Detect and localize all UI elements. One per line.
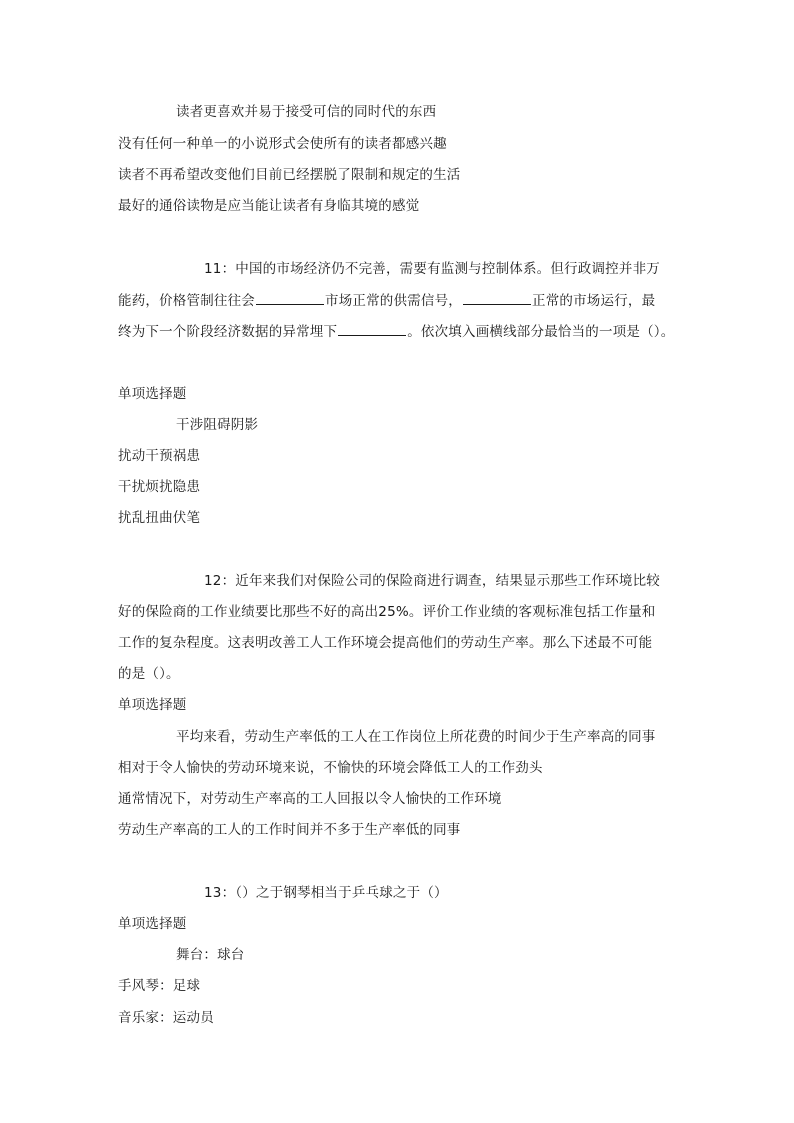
q12-stem-line-4: 的是（）。 [118,666,180,682]
q11-text-3b: 。依次填入画横线部分最恰当的一项是（）。 [407,324,675,340]
q12-stem-line-3: 工作的复杂程度。这表明改善工人工作环境会提高他们的劳动生产率。那么下述最不可能 [118,635,653,651]
fill-blank-1 [256,290,324,305]
q13-question-type: 单项选择题 [118,916,187,932]
fill-blank-3 [338,321,406,336]
q10-option-b: 没有任何一种单一的小说形式会使所有的读者都感兴趣 [118,136,447,152]
q11-text-3a: 终为下一个阶段经济数据的异常埋下 [118,324,338,340]
q10-option-d: 最好的通俗读物是应当能让读者有身临其境的感觉 [118,198,420,214]
q12-question-type: 单项选择题 [118,697,187,713]
q12-option-c: 通常情况下，对劳动生产率高的工人回报以令人愉快的工作环境 [118,791,502,807]
q12-stem-line-1: 12：近年来我们对保险公司的保险商进行调查，结果显示那些工作环境比较 [204,573,660,589]
q12-stem-line-2: 好的保险商的工作业绩要比那些不好的高出25%。评价工作业绩的客观标准包括工作量和 [118,604,656,620]
q13-option-c: 音乐家：运动员 [118,1010,214,1026]
q11-option-b: 扰动干预祸患 [118,448,201,464]
q13-stem: 13：（）之于钢琴相当于乒乓球之于（） [204,885,448,901]
q10-option-a: 读者更喜欢并易于接受可信的同时代的东西 [176,104,437,120]
q12-option-a: 平均来看，劳动生产率低的工人在工作岗位上所花费的时间少于生产率高的同事 [176,729,656,745]
q11-question-type: 单项选择题 [118,386,187,402]
q11-text-2a: 能药，价格管制往往会 [118,293,255,309]
fill-blank-2 [463,290,531,305]
q12-option-d: 劳动生产率高的工人的工作时间并不多于生产率低的同事 [118,822,461,838]
q11-stem-line-1: 11：中国的市场经济仍不完善，需要有监测与控制体系。但行政调控并非万 [204,261,660,277]
q11-option-d: 扰乱扭曲伏笔 [118,510,201,526]
q11-text-2c: 正常的市场运行，最 [532,293,656,309]
q11-stem-line-2 [118,290,655,311]
q12-option-b: 相对于令人愉快的劳动环境来说，不愉快的环境会降低工人的工作劲头 [118,760,543,776]
q13-option-b: 手风琴：足球 [118,978,201,994]
q10-option-c: 读者不再希望改变他们目前已经摆脱了限制和规定的生活 [118,167,461,183]
q11-option-c: 干扰烦扰隐患 [118,479,201,495]
q13-option-a: 舞台：球台 [176,947,245,963]
q11-option-a: 干涉阻碍阴影 [176,417,259,433]
q11-text-2b: 市场正常的供需信号， [325,293,462,309]
q11-stem-line-3 [118,321,674,342]
